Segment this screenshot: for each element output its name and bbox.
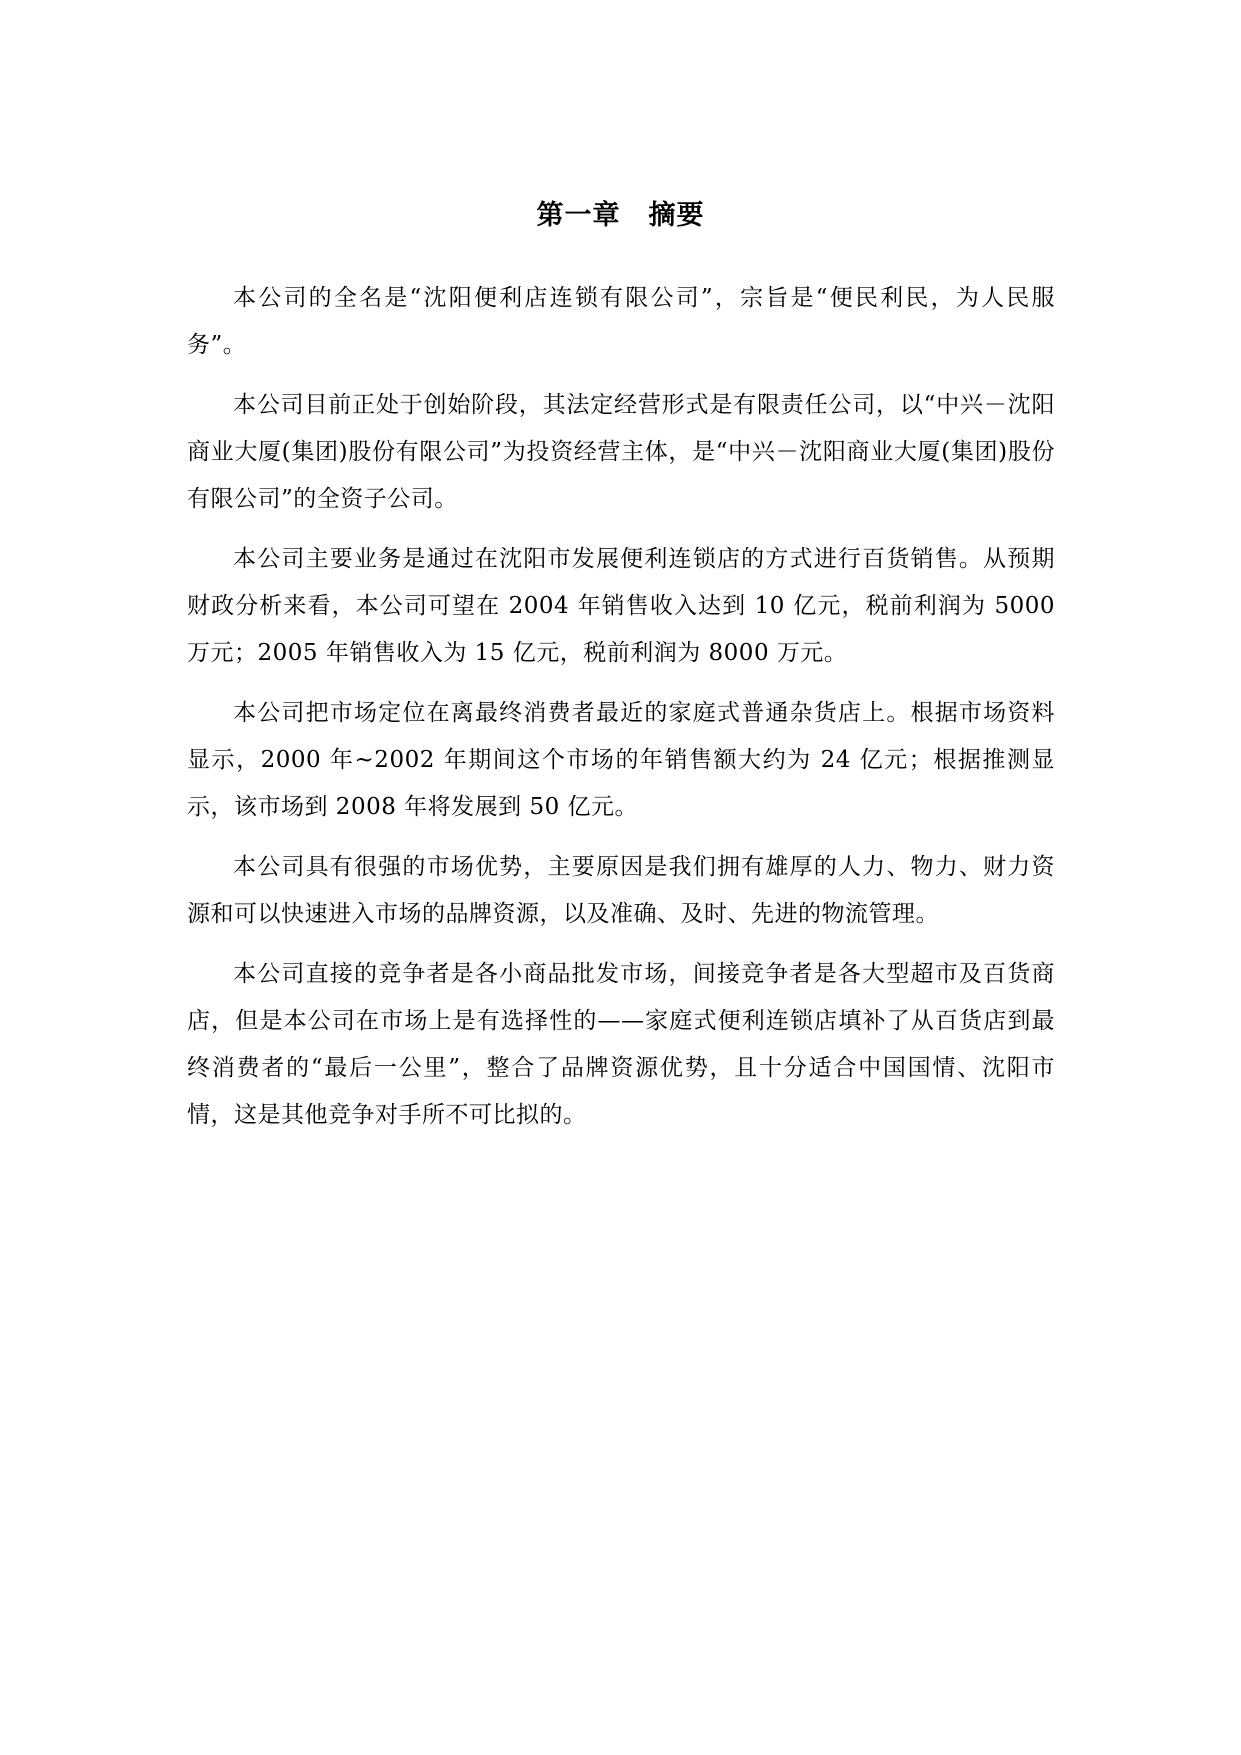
paragraph-market-advantage: 本公司具有很强的市场优势，主要原因是我们拥有雄厚的人力、物力、财力资源和可以快速进入市场的品牌资源，以及准确、及时、先进的物流管理。	[187, 854, 1055, 927]
paragraph-market-positioning: 本公司把市场定位在离最终消费者最近的家庭式普通杂货店上。根据市场资料显示，2000 年~2002 年期间这个市场的年销售额大约为 24 亿元；根据推测显示，该市场到 2008 年将发展到 50 亿元。	[187, 700, 1055, 820]
paragraph-company-name: 本公司的全名是“沈阳便利店连锁有限公司”，宗旨是“便民利民，为人民服务”。	[187, 285, 1055, 358]
paragraph-competitors: 本公司直接的竞争者是各小商品批发市场，间接竞争者是各大型超市及百货商店，但是本公司在市场上是有选择性的——家庭式便利连锁店填补了从百货店到最终消费者的“最后一公里”，整合了品牌资源优势，且十分适合中国国情、沈阳市情，这是其他竞争对手所不可比拟的。	[187, 961, 1055, 1128]
chapter-title: 第一章 摘要	[536, 200, 705, 231]
summary-body	[187, 275, 1055, 1152]
paragraph-legal-form: 本公司目前正处于创始阶段，其法定经营形式是有限责任公司，以“中兴－沈阳商业大厦(集团)股份有限公司”为投资经营主体，是“中兴－沈阳商业大厦(集团)股份有限公司”的全资子公司。	[187, 392, 1055, 512]
paragraph-main-business: 本公司主要业务是通过在沈阳市发展便利连锁店的方式进行百货销售。从预期财政分析来看，本公司可望在 2004 年销售收入达到 10 亿元，税前利润为 5000 万元；2005 年销售收入为 15 亿元，税前利润为 8000 万元。	[187, 546, 1055, 666]
